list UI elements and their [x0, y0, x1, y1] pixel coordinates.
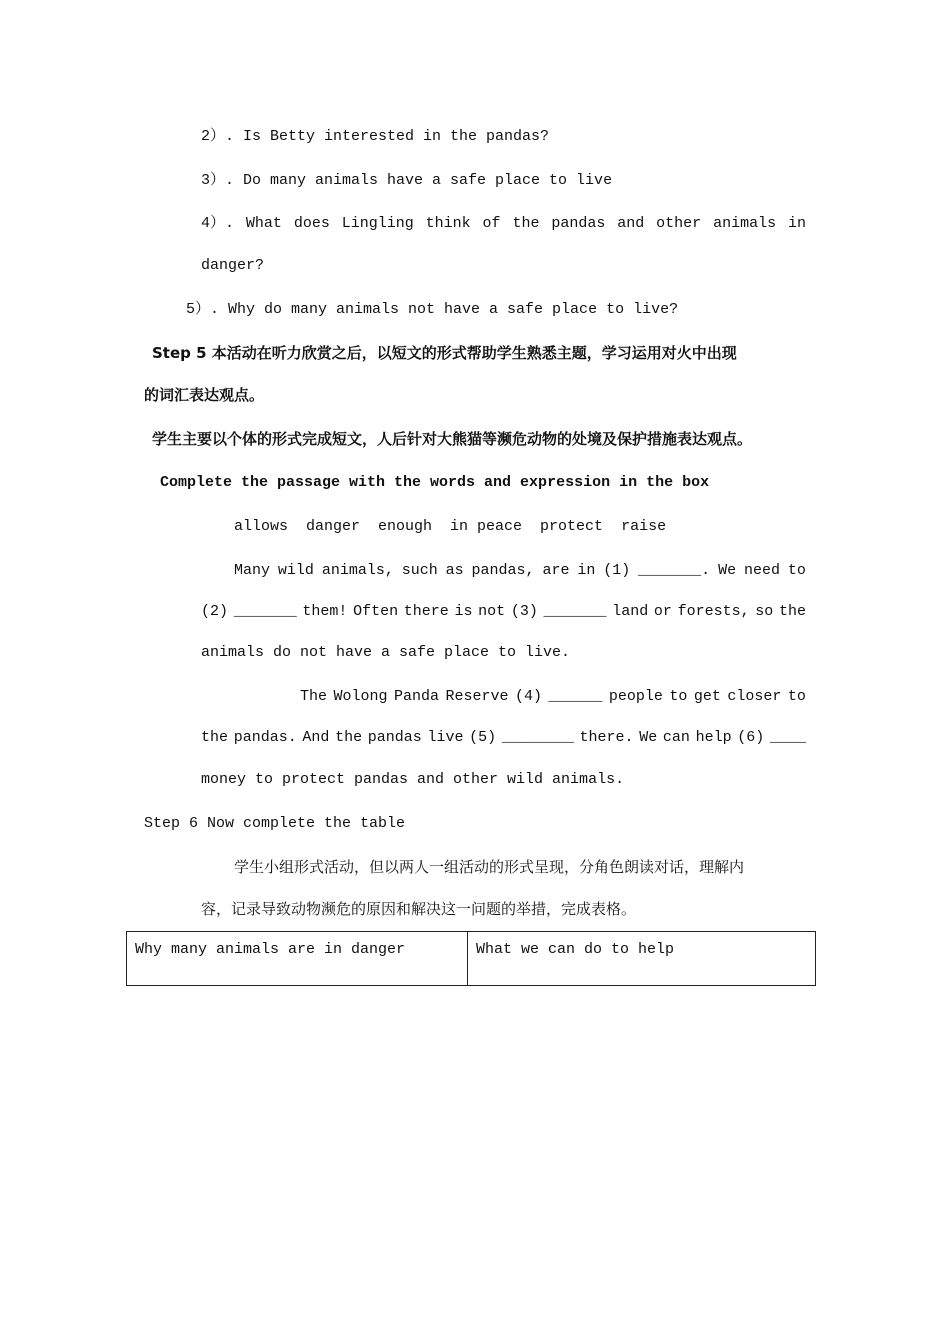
word: Many — [234, 562, 271, 579]
question-5: 5）. Why do many animals not have a safe place to live? — [186, 301, 679, 318]
passage-p1-line2 — [201, 602, 806, 622]
word: animals, — [321, 562, 394, 579]
word: there — [403, 603, 449, 620]
word: What — [245, 215, 282, 232]
word: in — [577, 562, 596, 579]
word: wild — [277, 562, 314, 579]
word: and — [617, 215, 645, 232]
word: ______ — [548, 688, 603, 705]
word: animals — [713, 215, 777, 232]
question-2: 2）. Is Betty interested in the pandas? — [201, 128, 550, 145]
answer-table — [126, 931, 816, 986]
word: (4) — [514, 688, 542, 705]
word: (2) — [201, 603, 229, 620]
word: closer — [727, 688, 782, 705]
word: to — [787, 562, 806, 579]
word: in — [787, 215, 806, 232]
word: (5) — [469, 729, 497, 746]
step5-line2: 的词汇表达观点。 — [144, 386, 265, 404]
word: can — [662, 729, 690, 746]
word: think — [425, 215, 471, 232]
word: there. — [579, 729, 634, 746]
word: _______ — [543, 603, 607, 620]
step6-desc-line1: 学生小组形式活动，但以两人一组活动的形式呈现，分角色朗读对话，理解内 — [234, 858, 745, 876]
word: not — [478, 603, 506, 620]
word: or — [653, 603, 672, 620]
word: are — [542, 562, 570, 579]
word: pandas. — [233, 729, 297, 746]
word: live — [427, 729, 464, 746]
word: get — [693, 688, 721, 705]
passage-p1-line3: animals do not have a safe place to live. — [201, 644, 571, 661]
word: Panda — [393, 688, 439, 705]
word: land — [612, 603, 649, 620]
word: Often — [353, 603, 399, 620]
word: Wolong — [333, 688, 388, 705]
word: pandas — [551, 215, 606, 232]
word: need — [743, 562, 780, 579]
word: so — [755, 603, 774, 620]
question-3: 3）. Do many animals have a safe place to live — [201, 172, 613, 189]
word-box: allows danger enough in peace protect raise — [234, 518, 667, 535]
word: to — [669, 688, 688, 705]
table-row — [127, 932, 816, 986]
word: ____ — [769, 729, 806, 746]
word: Reserve — [445, 688, 509, 705]
word: (1) — [603, 562, 631, 579]
word: does — [293, 215, 330, 232]
word: We — [639, 729, 658, 746]
word: ________ — [501, 729, 574, 746]
step6-title: Step 6 Now complete the table — [144, 815, 406, 832]
word: as — [445, 562, 464, 579]
step5-instruction: Complete the passage with the words and expression in the box — [160, 474, 710, 491]
passage-p2-line1 — [300, 687, 806, 707]
word: _______ — [233, 603, 297, 620]
word: (3) — [510, 603, 538, 620]
step5-line3: 学生主要以个体的形式完成短文，人后针对大熊猫等濒危动物的处境及保护措施表达观点。 — [152, 430, 753, 448]
word: to — [787, 688, 806, 705]
table-header-why[interactable]: Why many animals are in danger — [127, 932, 468, 986]
word: (6) — [737, 729, 765, 746]
word: The — [300, 688, 328, 705]
passage-p1-line1 — [234, 561, 806, 581]
word: _______. — [638, 562, 711, 579]
word: such — [401, 562, 438, 579]
word: the — [201, 729, 229, 746]
question-4-line2: danger? — [201, 257, 265, 274]
word: pandas, — [471, 562, 535, 579]
word: help — [695, 729, 732, 746]
passage-p2-line3: money to protect pandas and other wild animals. — [201, 771, 625, 788]
word: And — [302, 729, 330, 746]
word: forests, — [677, 603, 750, 620]
word: other — [656, 215, 702, 232]
word: of — [482, 215, 501, 232]
table-header-what[interactable]: What we can do to help — [468, 932, 816, 986]
word: We — [718, 562, 737, 579]
question-4-line1 — [201, 214, 806, 234]
word: pandas — [367, 729, 422, 746]
word: people — [608, 688, 663, 705]
word: Lingling — [341, 215, 414, 232]
word: them! — [302, 603, 348, 620]
word: the — [778, 603, 806, 620]
word: the — [335, 729, 363, 746]
step6-desc-line2: 容，记录导致动物濒危的原因和解决这一问题的举措，完成表格。 — [201, 900, 637, 918]
word: is — [454, 603, 473, 620]
word: the — [512, 215, 540, 232]
passage-p2-line2 — [201, 728, 806, 748]
word: 4）. — [201, 215, 235, 232]
step5-line1: Step 5 本活动在听力欣赏之后，以短文的形式帮助学生熟悉主题，学习运用对火中出现 — [152, 344, 737, 362]
